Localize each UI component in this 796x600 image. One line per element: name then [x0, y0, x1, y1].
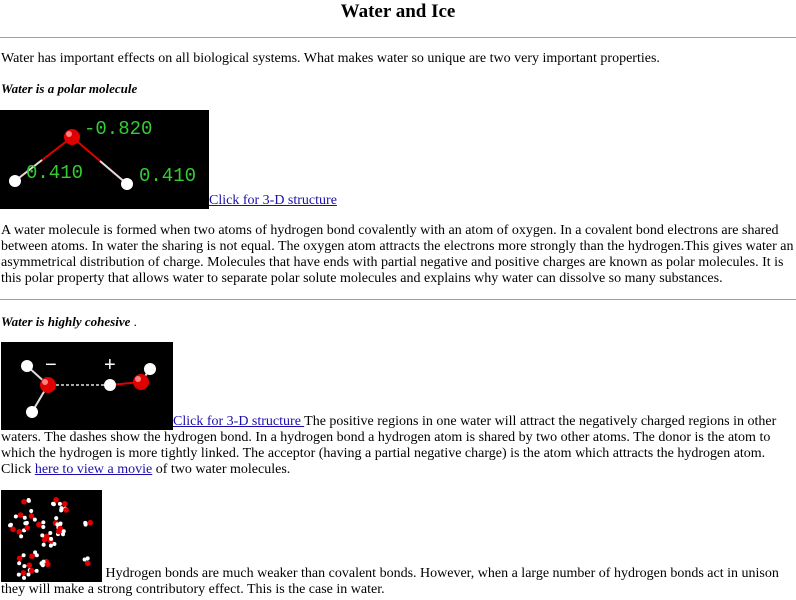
cohesive-3d-structure-link[interactable]: Click for 3-D structure: [173, 414, 305, 429]
hydrogen-atom: [42, 560, 46, 564]
hydrogen-atom: [52, 542, 56, 546]
weak-bonds-paragraph: Hydrogen bonds are much weaker than covalent bonds. However, when a large number of hydrogen bonds act in unison they will make a strong contributory effect. This is the case in water.: [1, 566, 779, 597]
hydrogen-atom: [49, 537, 53, 541]
hydrogen-atom: [83, 521, 87, 525]
hydrogen-atom: [40, 533, 44, 537]
oxygen-atom: [63, 507, 69, 513]
cohesive-figure-paragraph: [0, 342, 796, 478]
oxygen-atom: [40, 377, 56, 393]
hydrogen-atom: [62, 529, 66, 533]
hydrogen-atom: [48, 531, 52, 535]
section-heading-cohesive: [0, 314, 796, 330]
hydrogen-atom: [29, 509, 33, 513]
oxygen-atom: [87, 520, 93, 526]
hydrogen-atom: [144, 363, 156, 375]
hydrogen-atom: [17, 561, 21, 565]
oxygen-atom: [53, 497, 59, 503]
hydrogen-atom: [26, 406, 38, 418]
hydrogen-atom: [27, 499, 31, 503]
hydrogen-atom: [22, 553, 26, 557]
oxygen-atom: [42, 537, 48, 543]
section-heading-cohesive-text: Water is highly cohesive: [1, 314, 131, 329]
hydrogen-atom: [21, 360, 33, 372]
movie-link[interactable]: here to view a movie: [34, 462, 153, 477]
hydrogen-atom: [35, 569, 39, 573]
hydrogen-bond-image: [1, 342, 173, 430]
hydrogen-left-charge-label: 0.410: [26, 162, 84, 184]
oxygen-atom: [16, 529, 22, 535]
section-heading-polar: Water is a polar molecule: [1, 81, 138, 96]
hydrogen-atom: [8, 523, 12, 527]
hydrogen-atom: [59, 508, 63, 512]
oxygen-atom: [18, 512, 24, 518]
oxygen-atom: [62, 501, 68, 507]
divider: [0, 299, 796, 300]
oxygen-atom: [21, 570, 27, 576]
oxygen-atom: [29, 568, 35, 574]
hydrogen-atom: [104, 379, 116, 391]
oxygen-atom: [85, 561, 91, 567]
hydrogen-atom: [25, 521, 29, 525]
hydrogen-atom: [42, 543, 46, 547]
hydrogen-atom: [33, 518, 37, 522]
hydrogen-atom: [41, 563, 45, 567]
hydrogen-atom: [26, 573, 30, 577]
hydrogen-atom: [35, 553, 39, 557]
hydrogen-atom: [41, 520, 45, 524]
hydrogen-atom: [58, 502, 62, 506]
polar-figure-row: [0, 110, 796, 209]
oxygen-atom: [45, 561, 51, 567]
hydrogen-atom: [22, 564, 26, 568]
network-figure-paragraph: [0, 490, 796, 598]
negative-charge-sign: −: [45, 354, 57, 376]
hydrogen-bond-text: The positive regions in one water will attract the negatively charged regions in other waters. The dashes show the hydrogen bond. In a hydrogen bond a hydrogen atom is shared by two other atoms. The donor is the atom to which the hydrogen is more tightly linked. The acceptor (having a partial negative charge) is the atom which attracts the hydrogen atom. Click: [1, 414, 777, 477]
oxygen-atom: [56, 529, 62, 535]
hydrogen-atom: [54, 516, 58, 520]
hydrogen-atom: [51, 502, 55, 506]
polar-3d-structure-link[interactable]: Click for 3-D structure: [209, 193, 337, 208]
hydrogen-right-charge-label: 0.410: [139, 165, 197, 187]
oxygen-atom: [29, 513, 35, 519]
hydrogen-atom: [17, 573, 21, 577]
positive-charge-sign: +: [104, 354, 116, 376]
oxygen-atom: [64, 129, 80, 145]
hydrogen-bond-text-end: of two water molecules.: [152, 462, 291, 477]
oxygen-charge-label: -0.820: [84, 118, 153, 140]
hydrogen-atom: [55, 522, 59, 526]
hydrogen-atom: [22, 576, 26, 580]
oxygen-atom: [26, 562, 32, 568]
divider: [0, 37, 796, 38]
polar-molecule-image: [0, 110, 209, 209]
polar-paragraph: A water molecule is formed when two atoms of hydrogen bond covalently with an atom of oxygen. In a covalent bond electrons are shared between atoms. In water the sharing is not equal. The oxygen atom attracts the electrons more strongly than the hydrogen.This gives water an asymmetrical distribution of charge. Molecules that have ends with partial negative and positive charges are known as polar molecules. It is this polar property that allows water to separate polar solute molecules and explains why water can dissolve so many substances.: [1, 223, 794, 286]
oxygen-atom: [10, 527, 16, 533]
hydrogen-atom: [14, 515, 18, 519]
hydrogen-atom: [19, 534, 23, 538]
oxygen-atom: [24, 525, 30, 531]
oxygen-atom: [17, 555, 23, 561]
hydrogen-atom: [49, 544, 53, 548]
intro-paragraph: Water has important effects on all biological systems. What makes water so unique are two very important properties.: [1, 51, 660, 66]
page-title: Water and Ice: [340, 1, 456, 22]
hydrogen-atom-left: [9, 175, 21, 187]
oxygen-atom: [133, 374, 149, 390]
oxygen-atom: [29, 553, 35, 559]
hydrogen-atom: [23, 516, 27, 520]
hydrogen-atom: [83, 558, 87, 562]
section-heading-cohesive-suffix: .: [130, 314, 137, 329]
oxygen-atom: [36, 522, 42, 528]
hydrogen-atom: [41, 525, 45, 529]
hydrogen-atom-right: [121, 178, 133, 190]
water-network-image: [1, 490, 102, 582]
oxygen-atom: [21, 499, 27, 505]
